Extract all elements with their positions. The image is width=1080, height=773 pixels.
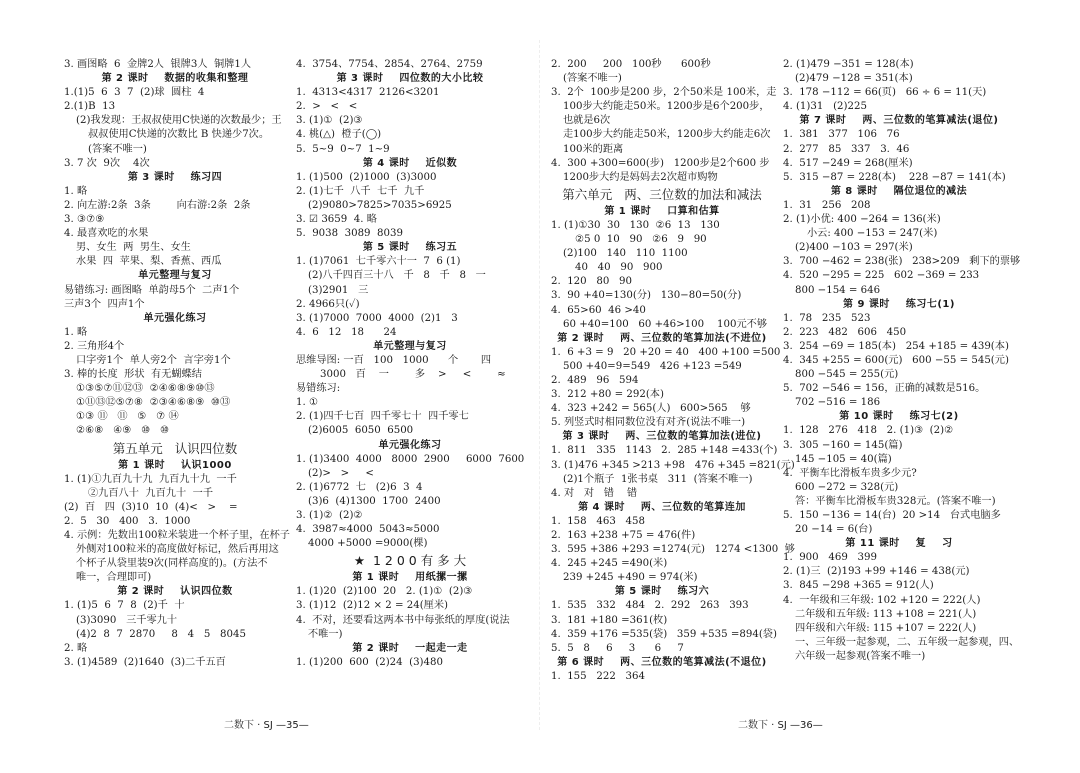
answer-line: 4. 245 +245 =490(米): [551, 558, 668, 570]
answer-line: 4. (1)31 (2)225: [783, 101, 867, 113]
answer-line: 3. ③⑦⑨: [64, 214, 105, 226]
answer-line: 1. 78 235 523: [783, 312, 871, 324]
answer-line: 5. 315 −87 = 228(本) 228 −87 = 141(本): [783, 171, 1006, 183]
page-divider: [539, 40, 540, 730]
answer-line: 答：平衡车比滑板车贵328元。(答案不唯一): [795, 495, 996, 507]
answer-line: 4. 一年级和三年级: 102 +120 = 222(人): [783, 594, 981, 606]
answer-line: 2. 163 +238 +75 = 476(件): [551, 530, 696, 541]
section-heading: 第 1 课时 认识1000: [118, 459, 232, 471]
answer-line: (3)3090 三千零九十: [76, 614, 178, 626]
answer-line: (2)1个瓶子 1张书桌 311 (答案不唯一): [563, 473, 753, 485]
answer-line: 易错练习: 画图略 单韵母5个 二声1个: [64, 284, 240, 296]
answer-line: 1. 6 +3 = 9 20 +20 = 40 400 +100 =500: [551, 346, 781, 358]
answer-line: ②5 0 10 90 ②6 9 90: [575, 234, 707, 246]
answer-line: (2)100 140 110 1100: [563, 248, 688, 260]
section-heading: 第 3 课时 练习四: [127, 171, 223, 183]
answer-line: 1. 158 463 458: [551, 515, 645, 527]
answer-line: ①③ ⑪ ⑪ ⑤ ⑦ ⑭: [76, 411, 179, 423]
answer-line: 3. 254 −69 = 185(本) 254 +185 = 439(本): [783, 340, 1009, 352]
answer-line: (2)八千四百三十八 千 8 千 8 一: [308, 270, 486, 282]
answer-line: 4. 520 −295 = 225 602 −369 = 233: [783, 270, 980, 282]
answer-line: 4. 323 +242 = 565(人) 600>565 够: [551, 403, 751, 415]
answer-line: 1. (1)①30 30 130 ②6 13 130: [551, 219, 720, 231]
answer-line: 3. 画图略 6 金牌2人 银牌3人 铜牌1人: [64, 59, 252, 70]
section-heading: 第 1 课时 用纸摞一摞: [352, 572, 468, 584]
section-heading: 第 6 课时 两、三位数的笔算减法(不退位): [557, 656, 767, 668]
answer-line: 2. 277 85 337 3. 46: [783, 143, 910, 155]
answer-line: 4. 桃(△) 橙子(◯): [296, 129, 382, 141]
answer-line: 20 −14 = 6(台): [795, 524, 873, 536]
answer-line: 2. 向左游:2条 3条 向右游:2条 2条: [64, 199, 251, 211]
answer-line: 男、女生 两 男生、女生: [76, 242, 191, 254]
answer-line: 一、三年级一起参观，二、五年级一起参观，四、: [795, 636, 1020, 648]
section-heading: 第 9 课时 练习七(1): [843, 298, 955, 310]
column-2: [296, 58, 524, 670]
section-heading: 单元整理与复习: [373, 340, 447, 352]
answer-line: 走100步大约能走50米，1200步大约能走6次: [563, 129, 771, 141]
column-4: [783, 58, 1021, 664]
answer-line: 4. 平衡车比滑板车贵多少元?: [783, 467, 917, 479]
section-heading: 第 8 课时 隔位退位的减法: [830, 185, 968, 197]
answer-line: 2. 三角形4个: [64, 340, 125, 352]
answer-line: 1. ①: [296, 397, 319, 409]
answer-line: 1. 155 222 364: [551, 670, 645, 682]
answer-line: 2. (1)479 −351 = 128(本): [783, 59, 914, 70]
answer-line: 思维导图: 一百 100 1000 个 四: [296, 354, 492, 366]
answer-line: 702 −516 = 186: [795, 397, 881, 409]
answer-line: (4)2 8 7 2870 8 4 5 8045: [76, 628, 246, 640]
answer-line: 3. 棒的长度 形状 有无蝴蝶结: [64, 369, 202, 381]
answer-line: 3. (1)② (2)②: [296, 510, 363, 521]
answer-line: 个杯子从袋里装9次(同样高度的)。(方法不: [76, 558, 268, 570]
answer-line: 4. 300 +300=600(步) 1200步是2个600 步: [551, 157, 770, 169]
answer-line: 500 +40=9=549 426 +123 =549: [563, 360, 742, 372]
answer-line: 60 +40=100 60 +46>100 100元不够: [563, 318, 768, 330]
answer-line: 外侧对100粒米的高度做好标记，然后再用这: [76, 544, 279, 556]
answer-line: (答案不唯一): [563, 73, 622, 85]
section-heading: 第 11 课时 复 习: [845, 538, 953, 550]
answer-line: 1. 31 256 208: [783, 199, 871, 211]
section-heading: 第 4 课时 两、三位数的笔算连加: [578, 501, 746, 513]
section-heading: 单元强化练习: [143, 312, 207, 324]
section-heading: 单元整理与复习: [138, 270, 212, 282]
answer-line: 145 −105 = 40(篇): [795, 453, 892, 465]
section-heading: 第 2 课时 两、三位数的笔算加法(不进位): [557, 332, 767, 344]
answer-line: 5. 5~9 0~7 1~9: [296, 143, 390, 155]
answer-line: 100米的距离: [563, 143, 624, 155]
answer-line: 2. (1)6772 七 (2)6 3 4: [296, 481, 423, 493]
answer-line: 也就是6次: [563, 115, 611, 127]
answer-line: 3000 百 一 多 > < ≈: [320, 369, 506, 381]
answer-line: 3. 845 −298 +365 = 912(人): [783, 580, 934, 592]
answer-line: 2. 5 30 400 3. 1000: [64, 515, 191, 527]
answer-line: (答案不唯一): [88, 143, 147, 155]
answer-line: 1. 略: [64, 326, 88, 338]
answer-line: 3. (1)476 +345 >213 +98 476 +345 =821(元): [551, 459, 795, 471]
answer-line: 2. 4966只(✓): [296, 298, 360, 310]
answer-line: (3)2901 三: [308, 284, 369, 296]
answer-line: 4. 65>60 46 >40: [551, 304, 646, 316]
answer-line: 1. (1)5 6 7 8 (2)千 十: [64, 600, 185, 612]
answer-line: 3. 181 +180 =361(枚): [551, 614, 668, 626]
footer-page-36: 二数下 · SJ —36—: [738, 720, 823, 731]
answer-line: 唯一，合理即可): [76, 572, 152, 584]
answer-line: 六年级一起参观(答案不唯一): [795, 650, 926, 662]
answer-line: 3. 7 次 9次 4次: [64, 157, 150, 169]
answer-line: 2. 120 80 90: [551, 276, 632, 288]
answer-line: 5. 9038 3089 8039: [296, 228, 403, 240]
section-heading: 第 5 课时 练习六: [614, 586, 710, 598]
section-heading: 第 3 课时 两、三位数的笔算加法(进位): [562, 431, 762, 443]
answer-line: (2)我发现：王叔叔使用C快递的次数最少；王: [76, 115, 282, 127]
answer-line: 1. (1)20 (2)100 20 2. (1)① (2)③: [296, 586, 473, 598]
answer-line: ①⑪⑬⑫⑤⑦⑧ ②③④⑥⑧⑨ ⑩⑬: [76, 397, 231, 409]
answer-line: 5. 5 8 6 3 6 7: [551, 642, 684, 654]
answer-line: 40 40 90 900: [575, 262, 663, 274]
answer-line: 3. 212 +80 = 292(本): [551, 389, 664, 401]
unit-title: 第五单元 认识四位数: [112, 440, 238, 456]
answer-line: 1. (1)7061 七千零六十一 7 6 (1): [296, 256, 461, 268]
answer-line: 3. 700 −462 = 238(张) 238>209 剩下的票够: [783, 256, 1021, 268]
answer-line: 1. 900 469 399: [783, 552, 877, 564]
answer-line: 三声3个 四声1个: [64, 298, 145, 310]
answer-line: 4000 +5000 =9000(棵): [308, 538, 428, 550]
footer-page-35: 二数下 · SJ —35—: [224, 720, 309, 731]
answer-line: 四年级和六年级: 115 +107 = 222(人): [795, 622, 977, 634]
answer-line: 二年级和五年级: 113 +108 = 221(人): [795, 608, 977, 620]
answer-line: 800 −154 = 646: [795, 284, 881, 296]
answer-line: 1. 811 335 1143 2. 285 +148 =433(个): [551, 445, 778, 457]
answer-line: 1. 略: [64, 185, 88, 197]
answer-line: 小云: 400 −153 = 247(米): [807, 228, 938, 240]
answer-line: 4. 最喜欢吃的水果: [64, 228, 149, 240]
answer-line: 239 +245 +490 = 974(米): [563, 572, 698, 584]
section-heading: 单元强化练习: [378, 439, 442, 451]
answer-line: 1. 4313<4317 2126<3201: [296, 87, 440, 99]
section-heading: 第 3 课时 四位数的大小比较: [336, 73, 484, 85]
answer-line: 水果 四 苹果、梨、香蕉、西瓜: [76, 256, 222, 268]
section-heading: 第 4 课时 近似数: [362, 157, 458, 169]
answer-line: (2) 百 四 (3)10 10 (4)< > =: [64, 501, 238, 513]
answer-line: 1. (1)3400 4000 8000 2900 6000 7600: [296, 453, 525, 465]
answer-line: 3. ☑ 3659 4. 略: [296, 214, 377, 226]
answer-line: (2)400 −103 = 297(米): [795, 242, 913, 254]
answer-line: 4. 359 +176 =535(袋) 359 +535 =894(袋): [551, 628, 777, 640]
answer-line: 1. 535 332 484 2. 292 263 393: [551, 600, 749, 612]
answer-line: 2. (1)四千七百 四千零七十 四千零七: [296, 411, 469, 423]
answer-line: 3. 90 +40=130(分) 130−80=50(分): [551, 290, 742, 302]
answer-line: ②⑥⑧ ④⑨ ⑩ ⑩: [76, 425, 170, 437]
answer-line: 2. > < <: [296, 101, 358, 113]
section-heading: 第 2 课时 认识四位数: [117, 586, 233, 598]
answer-line: 4. 对 对 错 错: [551, 487, 638, 499]
answer-line: 1200步大约是妈妈去2次超市购物: [563, 171, 718, 183]
answer-line: 3. 305 −160 = 145(篇): [783, 439, 903, 451]
answer-line: 2.(1)B 13: [64, 101, 116, 113]
answer-line: 2. 略: [64, 642, 88, 654]
answer-line: 2. (1)三 (2)193 +99 +146 = 438(元): [783, 566, 970, 578]
answer-line: (3)6 (4)1300 1700 2400: [308, 495, 441, 507]
answer-line: 4. 6 12 18 24: [296, 326, 397, 338]
answer-line: 5. 150 −136 = 14(台) 20 >14 台式电脑多: [783, 510, 1001, 521]
answer-line: 易错练习:: [296, 383, 341, 395]
answer-line: 不唯一): [308, 628, 343, 640]
answer-line: 2. 489 96 594: [551, 374, 639, 386]
answer-line: 口字旁1个 单人旁2个 言字旁1个: [76, 354, 231, 366]
section-heading: 第 10 课时 练习七(2): [839, 411, 959, 423]
answer-line: (2)479 −128 = 351(本): [795, 73, 913, 85]
section-heading: 第 7 课时 两、三位数的笔算减法(退位): [799, 115, 999, 127]
answer-line: 3. (1)4589 (2)1640 (3)二千五百: [64, 656, 226, 668]
answer-line: 3. 595 +386 +293 =1274(元) 1274 <1300 够: [551, 544, 795, 556]
answer-line: 3. 2个 100步是200 步，2个50米是 100米，走: [551, 87, 777, 99]
answer-line: 5. 列竖式时相同数位没有对齐(说法不唯一): [551, 417, 746, 429]
answer-line: 5. 702 −546 = 156，正确的减数是516。: [783, 383, 986, 395]
answer-line: 4. 345 +255 = 600(元) 600 −55 = 545(元): [783, 354, 1009, 366]
answer-line: 叔叔使用C快递的次数比 B 快递少7次。: [88, 129, 270, 141]
answer-line: 4. 不对，还要看这两本书中每张纸的厚度(说法: [296, 614, 510, 626]
section-heading: 第 1 课时 口算和估算: [604, 205, 720, 217]
answer-line: 1. 381 377 106 76: [783, 129, 900, 141]
section-heading: 第 2 课时 数据的收集和整理: [101, 73, 249, 85]
answer-line: 4. 517 −249 = 268(厘米): [783, 157, 913, 169]
answer-line: 2. 223 482 606 450: [783, 326, 907, 338]
answer-line: ②九百八十 九百九十 一千: [88, 487, 214, 499]
column-1: [64, 58, 290, 670]
answer-line: 1.(1)5 6 3 7 (2)球 圆柱 4: [64, 87, 205, 99]
answer-line: (2)6005 6050 6500: [308, 425, 414, 437]
answer-line: 100步大约能走50米。1200步是6个200步，: [563, 101, 770, 113]
answer-line: 1. (1)①九百九十九 九百九十九 一千: [64, 473, 237, 485]
column-3: [551, 58, 795, 684]
answer-line: 2. (1)小优: 400 −264 = 136(米): [783, 214, 941, 226]
answer-line: 600 −272 = 328(元): [795, 481, 899, 493]
answer-line: 1. 128 276 418 2. (1)③ (2)②: [783, 425, 954, 437]
answer-line: (2)9080>7825>7035>6925: [308, 199, 452, 211]
answer-line: 1. (1)500 (2)1000 (3)3000: [296, 171, 437, 183]
answer-line: 4. 3987≈4000 5043≈5000: [296, 524, 440, 536]
section-heading: 第 2 课时 一起走一走: [352, 642, 468, 654]
answer-line: 3. 178 −112 = 66(页) 66 ÷ 6 = 11(天): [783, 87, 987, 99]
answer-line: 4. 3754、7754、2854、2764、2759: [296, 59, 483, 70]
answer-line: 3. (1)12 (2)12 × 2 = 24(厘米): [296, 600, 449, 612]
unit-title: ★ 1 2 0 0 有 多 大: [353, 553, 467, 569]
answer-line: 800 −545 = 255(元): [795, 369, 899, 381]
answer-line: 2. (1)七千 八千 七千 九千: [296, 185, 425, 197]
answer-line: ①③⑤⑦⑪⑫⑬ ②④⑥⑧⑨⑩⑬: [76, 383, 215, 395]
answer-line: 1. (1)200 600 (2)24 (3)480: [296, 656, 443, 668]
unit-title: 第六单元 两、三位数的加法和减法: [562, 186, 762, 202]
section-heading: 第 5 课时 练习五: [362, 242, 458, 254]
answer-line: 3. (1)① (2)③: [296, 115, 363, 127]
answer-line: 3. (1)7000 7000 4000 (2)1 3: [296, 312, 458, 324]
answer-line: 4. 示例：先数出100粒米装进一个杯子里，在杯子: [64, 530, 290, 541]
answer-line: 2. 200 200 100秒 600秒: [551, 59, 711, 70]
answer-line: (2)> > <: [308, 467, 374, 479]
